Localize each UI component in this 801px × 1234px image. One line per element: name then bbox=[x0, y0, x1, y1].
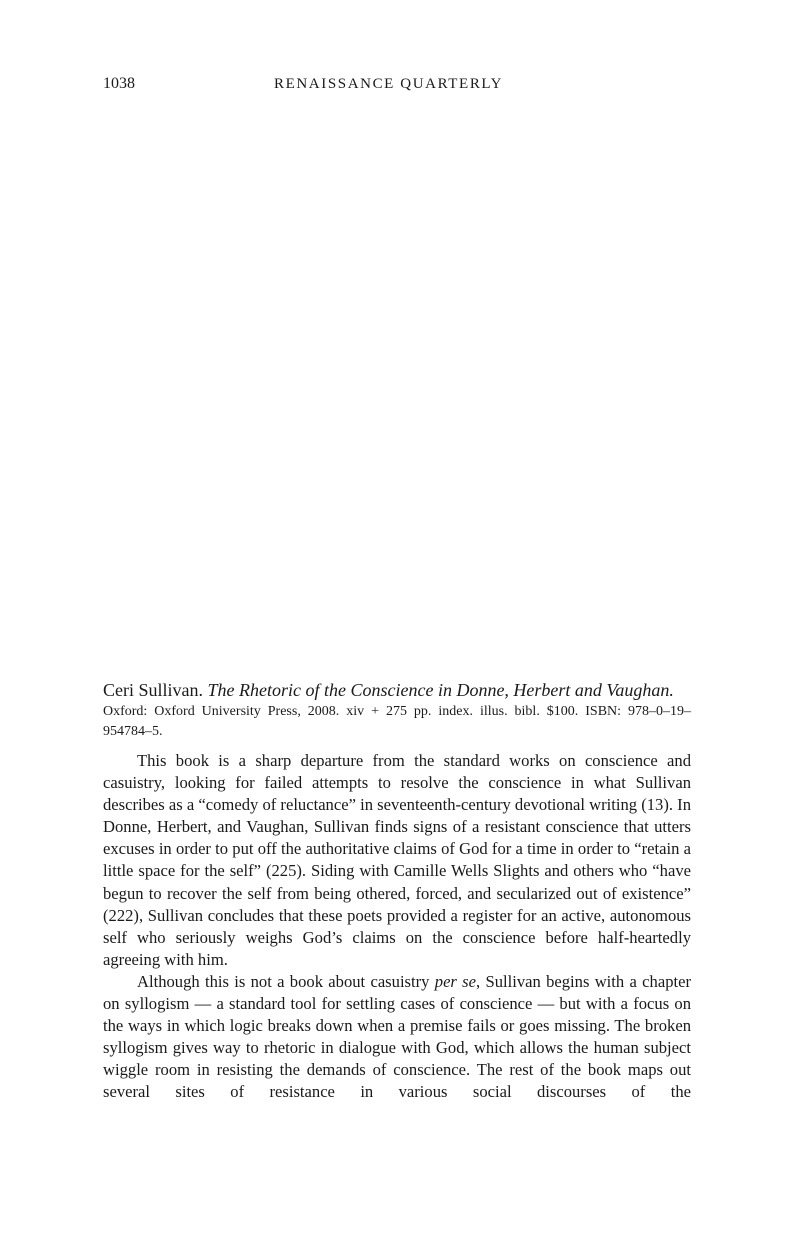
review-paragraph-2 bbox=[103, 971, 691, 1104]
page-number: 1038 bbox=[103, 75, 135, 92]
paragraph-2-rest: , Sullivan begins with a chapter on syllogism — a standard tool for settling cases of conscience — but with a focus on the ways in which logic breaks down when a premise fails or goes missing. The broken syllogism gives way to rhetoric in dialogue with God, which allows the human subject wiggle room in resisting the demands of conscience. The rest of the book maps out several sites of resistance in various social discourses of the bbox=[103, 971, 691, 1102]
review-author: Ceri Sullivan. bbox=[103, 680, 203, 700]
running-head bbox=[103, 72, 691, 96]
journal-title: RENAISSANCE QUARTERLY bbox=[274, 76, 504, 92]
publication-info: Oxford: Oxford University Press, 2008. xiv + 275 pp. index. illus. bibl. $100. ISBN: 978–0–19–954784–5. bbox=[103, 704, 691, 739]
review-paragraph-1: This book is a sharp departure from the standard works on conscience and casuistry, looking for failed attempts to resolve the conscience in what Sullivan describes as a “comedy of reluctance” in seventeenth-century devotional writing (13). In Donne, Herbert, and Vaughan, Sullivan finds signs of a resistant conscience that utters excuses in order to put off the authoritative claims of God for a time in order to “retain a little space for the self” (225). Siding with Camille Wells Slights and others who “have begun to recover the self from being othered, forced, and secularized out of existence” (222), Sullivan concludes that these poets provided a register for an active, autonomous self who seriously weighs God’s claims on the conscience before half-heartedly agreeing with him. bbox=[103, 751, 691, 969]
review-citation bbox=[103, 678, 691, 742]
paragraph-2-start: Although this is not a book about casuistry bbox=[137, 971, 430, 991]
book-title: The Rhetoric of the Conscience in Donne, Herbert and Vaughan. bbox=[207, 680, 674, 700]
review-body bbox=[103, 750, 691, 1104]
citation-heading bbox=[103, 678, 691, 702]
paragraph-2-italic: per se bbox=[434, 971, 477, 991]
book-review bbox=[103, 678, 691, 1104]
